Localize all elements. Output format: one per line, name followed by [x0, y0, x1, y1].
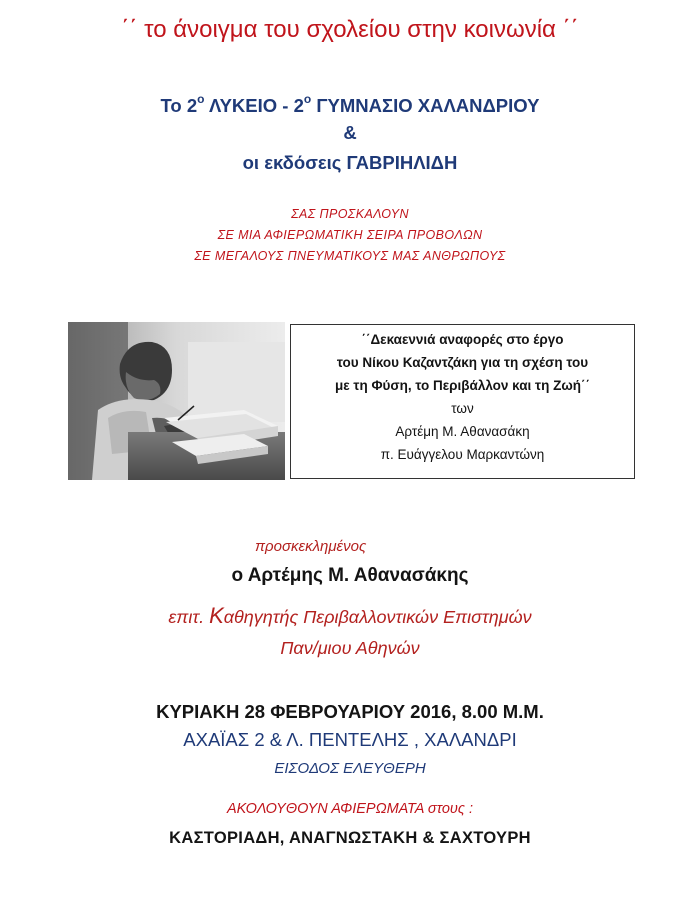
quote-box — [290, 324, 635, 479]
guest-title-rest: αθηγητής Περιβαλλοντικών Επιστημών — [223, 607, 532, 627]
guest-name: ο Αρτέμης Μ. Αθανασάκης — [231, 565, 469, 586]
ordinal-superscript-2: ο — [303, 92, 312, 106]
ordinal-superscript-1: ο — [197, 92, 205, 106]
guest-affiliation: Παν/μιου Αθηνών — [280, 638, 420, 658]
poster-title: ΄΄ το άνοιγμα του σχολείου στην κοινωνία ΄΄ — [121, 16, 579, 43]
follow-up-label: ΑΚΟΛΟΥΘΟΥΝ ΑΦΙΕΡΩΜΑΤΑ στους : — [226, 801, 473, 817]
guest-label: προσκεκλημένος — [255, 538, 367, 555]
organizers-text-2: ΛΥΚΕΙΟ - 2 — [204, 95, 304, 117]
quote-line-3: με τη Φύση, το Περιβάλλον και τη Ζωή΄΄ — [335, 378, 590, 393]
free-entry-note: ΕΙΣΟΔΟΣ ΕΛΕΥΘΕΡΗ — [274, 760, 426, 777]
guest-title-prefix: επιτ. — [168, 607, 210, 627]
invitation-line-2: ΣΕ ΜΙΑ ΑΦΙΕΡΩΜΑΤΙΚΗ ΣΕΙΡΑ ΠΡΟΒΟΛΩΝ — [217, 228, 483, 242]
organizers-line — [0, 94, 700, 117]
invitation-line-1: ΣΑΣ ΠΡΟΣΚΑΛΟΥΝ — [291, 207, 409, 221]
ampersand: & — [343, 122, 357, 143]
guest-title-capital: Κ — [209, 603, 224, 628]
author-photo — [68, 322, 285, 480]
quote-line-4: των — [451, 401, 474, 416]
quote-line-2: του Νίκου Καζαντζάκη για τη σχέση του — [336, 355, 589, 370]
quote-author-1: Αρτέμη Μ. Αθανασάκη — [395, 424, 530, 439]
quote-author-2: π. Ευάγγελου Μαρκαντώνη — [380, 447, 545, 462]
organizers-text-3: ΓΥΜΝΑΣΙΟ ΧΑΛΑΝΔΡΙΟΥ — [311, 95, 540, 117]
event-address: ΑΧΑΪΑΣ 2 & Λ. ΠΕΝΤΕΛΗΣ , ΧΑΛΑΝΔΡΙ — [183, 729, 517, 750]
quote-line-1: ΄΄Δεκαεννιά αναφορές στο έργο — [361, 332, 564, 347]
invitation-line-3: ΣΕ ΜΕΓΑΛΟΥΣ ΠΝΕΥΜΑΤΙΚΟΥΣ ΜΑΣ ΑΝΘΡΩΠΟΥΣ — [194, 249, 506, 263]
event-date-time: ΚΥΡΙΑΚΗ 28 ΦΕΒΡΟΥΑΡΙΟΥ 2016, 8.00 Μ.Μ. — [156, 701, 544, 722]
guest-title — [0, 603, 700, 629]
publisher-line: οι εκδόσεις ΓΑΒΡΙΗΛΙΔΗ — [242, 152, 458, 173]
follow-up-names: ΚΑΣΤΟΡΙΑΔΗ, ΑΝΑΓΝΩΣΤΑΚΗ & ΣΑΧΤΟΥΡΗ — [169, 829, 531, 847]
organizers-text-1: Το 2 — [160, 95, 198, 117]
